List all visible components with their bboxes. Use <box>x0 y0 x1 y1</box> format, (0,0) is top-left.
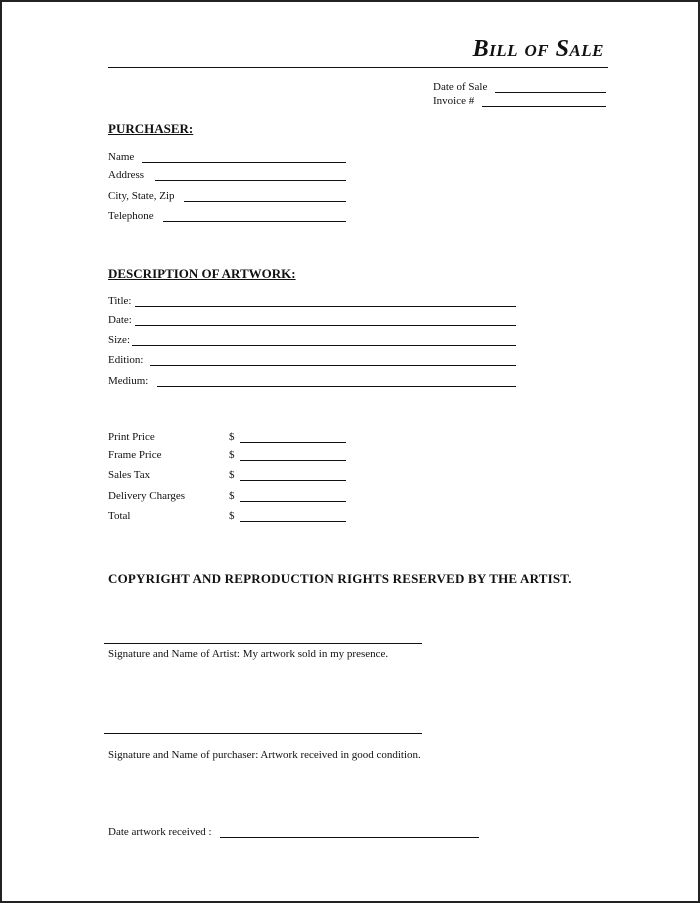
artwork-medium-label: Medium: <box>108 375 149 387</box>
artist-signature-label: Signature and Name of Artist: My artwork sold in my presence. <box>108 648 389 660</box>
sales-tax-label: Sales Tax <box>108 469 151 481</box>
total-currency: $ <box>229 510 235 522</box>
artwork-edition-field[interactable] <box>150 365 516 366</box>
frame-price-field[interactable] <box>240 460 346 461</box>
document-title: Bill of Sale <box>472 36 604 62</box>
total-field[interactable] <box>240 521 346 522</box>
purchaser-signature-label: Signature and Name of purchaser: Artwork received in good condition. <box>108 749 421 761</box>
artwork-title-field[interactable] <box>135 306 516 307</box>
artwork-size-field[interactable] <box>132 345 516 346</box>
print-price-currency: $ <box>229 431 235 443</box>
delivery-charges-currency: $ <box>229 490 235 502</box>
artwork-title-label: Title: <box>108 295 132 307</box>
copyright-notice: COPYRIGHT AND REPRODUCTION RIGHTS RESERVED BY THE ARTIST. <box>108 571 572 586</box>
frame-price-label: Frame Price <box>108 449 162 461</box>
purchaser-heading: PURCHASER: <box>108 121 194 136</box>
delivery-charges-label: Delivery Charges <box>108 490 186 502</box>
sales-tax-field[interactable] <box>240 480 346 481</box>
artwork-medium-field[interactable] <box>157 386 516 387</box>
purchaser-telephone-label: Telephone <box>108 210 154 222</box>
artwork-edition-label: Edition: <box>108 354 144 366</box>
purchaser-name-label: Name <box>108 151 135 163</box>
artwork-size-label: Size: <box>108 334 130 346</box>
invoice-field[interactable] <box>482 106 606 107</box>
purchaser-signature-line[interactable] <box>104 733 422 734</box>
print-price-label: Print Price <box>108 431 155 443</box>
total-label: Total <box>108 510 131 522</box>
purchaser-city-label: City, State, Zip <box>108 190 175 202</box>
invoice-label: Invoice # <box>433 95 475 107</box>
purchaser-address-label: Address <box>108 169 145 181</box>
date-received-label: Date artwork received : <box>108 826 212 838</box>
date-of-sale-field[interactable] <box>495 92 606 93</box>
print-price-field[interactable] <box>240 442 346 443</box>
title-rule <box>108 67 608 68</box>
date-of-sale-label: Date of Sale <box>433 81 488 93</box>
artwork-date-field[interactable] <box>135 325 516 326</box>
purchaser-address-field[interactable] <box>155 180 346 181</box>
artist-signature-line[interactable] <box>104 643 422 644</box>
sales-tax-currency: $ <box>229 469 235 481</box>
artwork-date-label: Date: <box>108 314 132 326</box>
purchaser-name-field[interactable] <box>142 162 346 163</box>
purchaser-city-field[interactable] <box>184 201 346 202</box>
delivery-charges-field[interactable] <box>240 501 346 502</box>
date-received-field[interactable] <box>220 837 479 838</box>
artwork-heading: DESCRIPTION OF ARTWORK: <box>108 266 296 281</box>
purchaser-telephone-field[interactable] <box>163 221 346 222</box>
frame-price-currency: $ <box>229 449 235 461</box>
